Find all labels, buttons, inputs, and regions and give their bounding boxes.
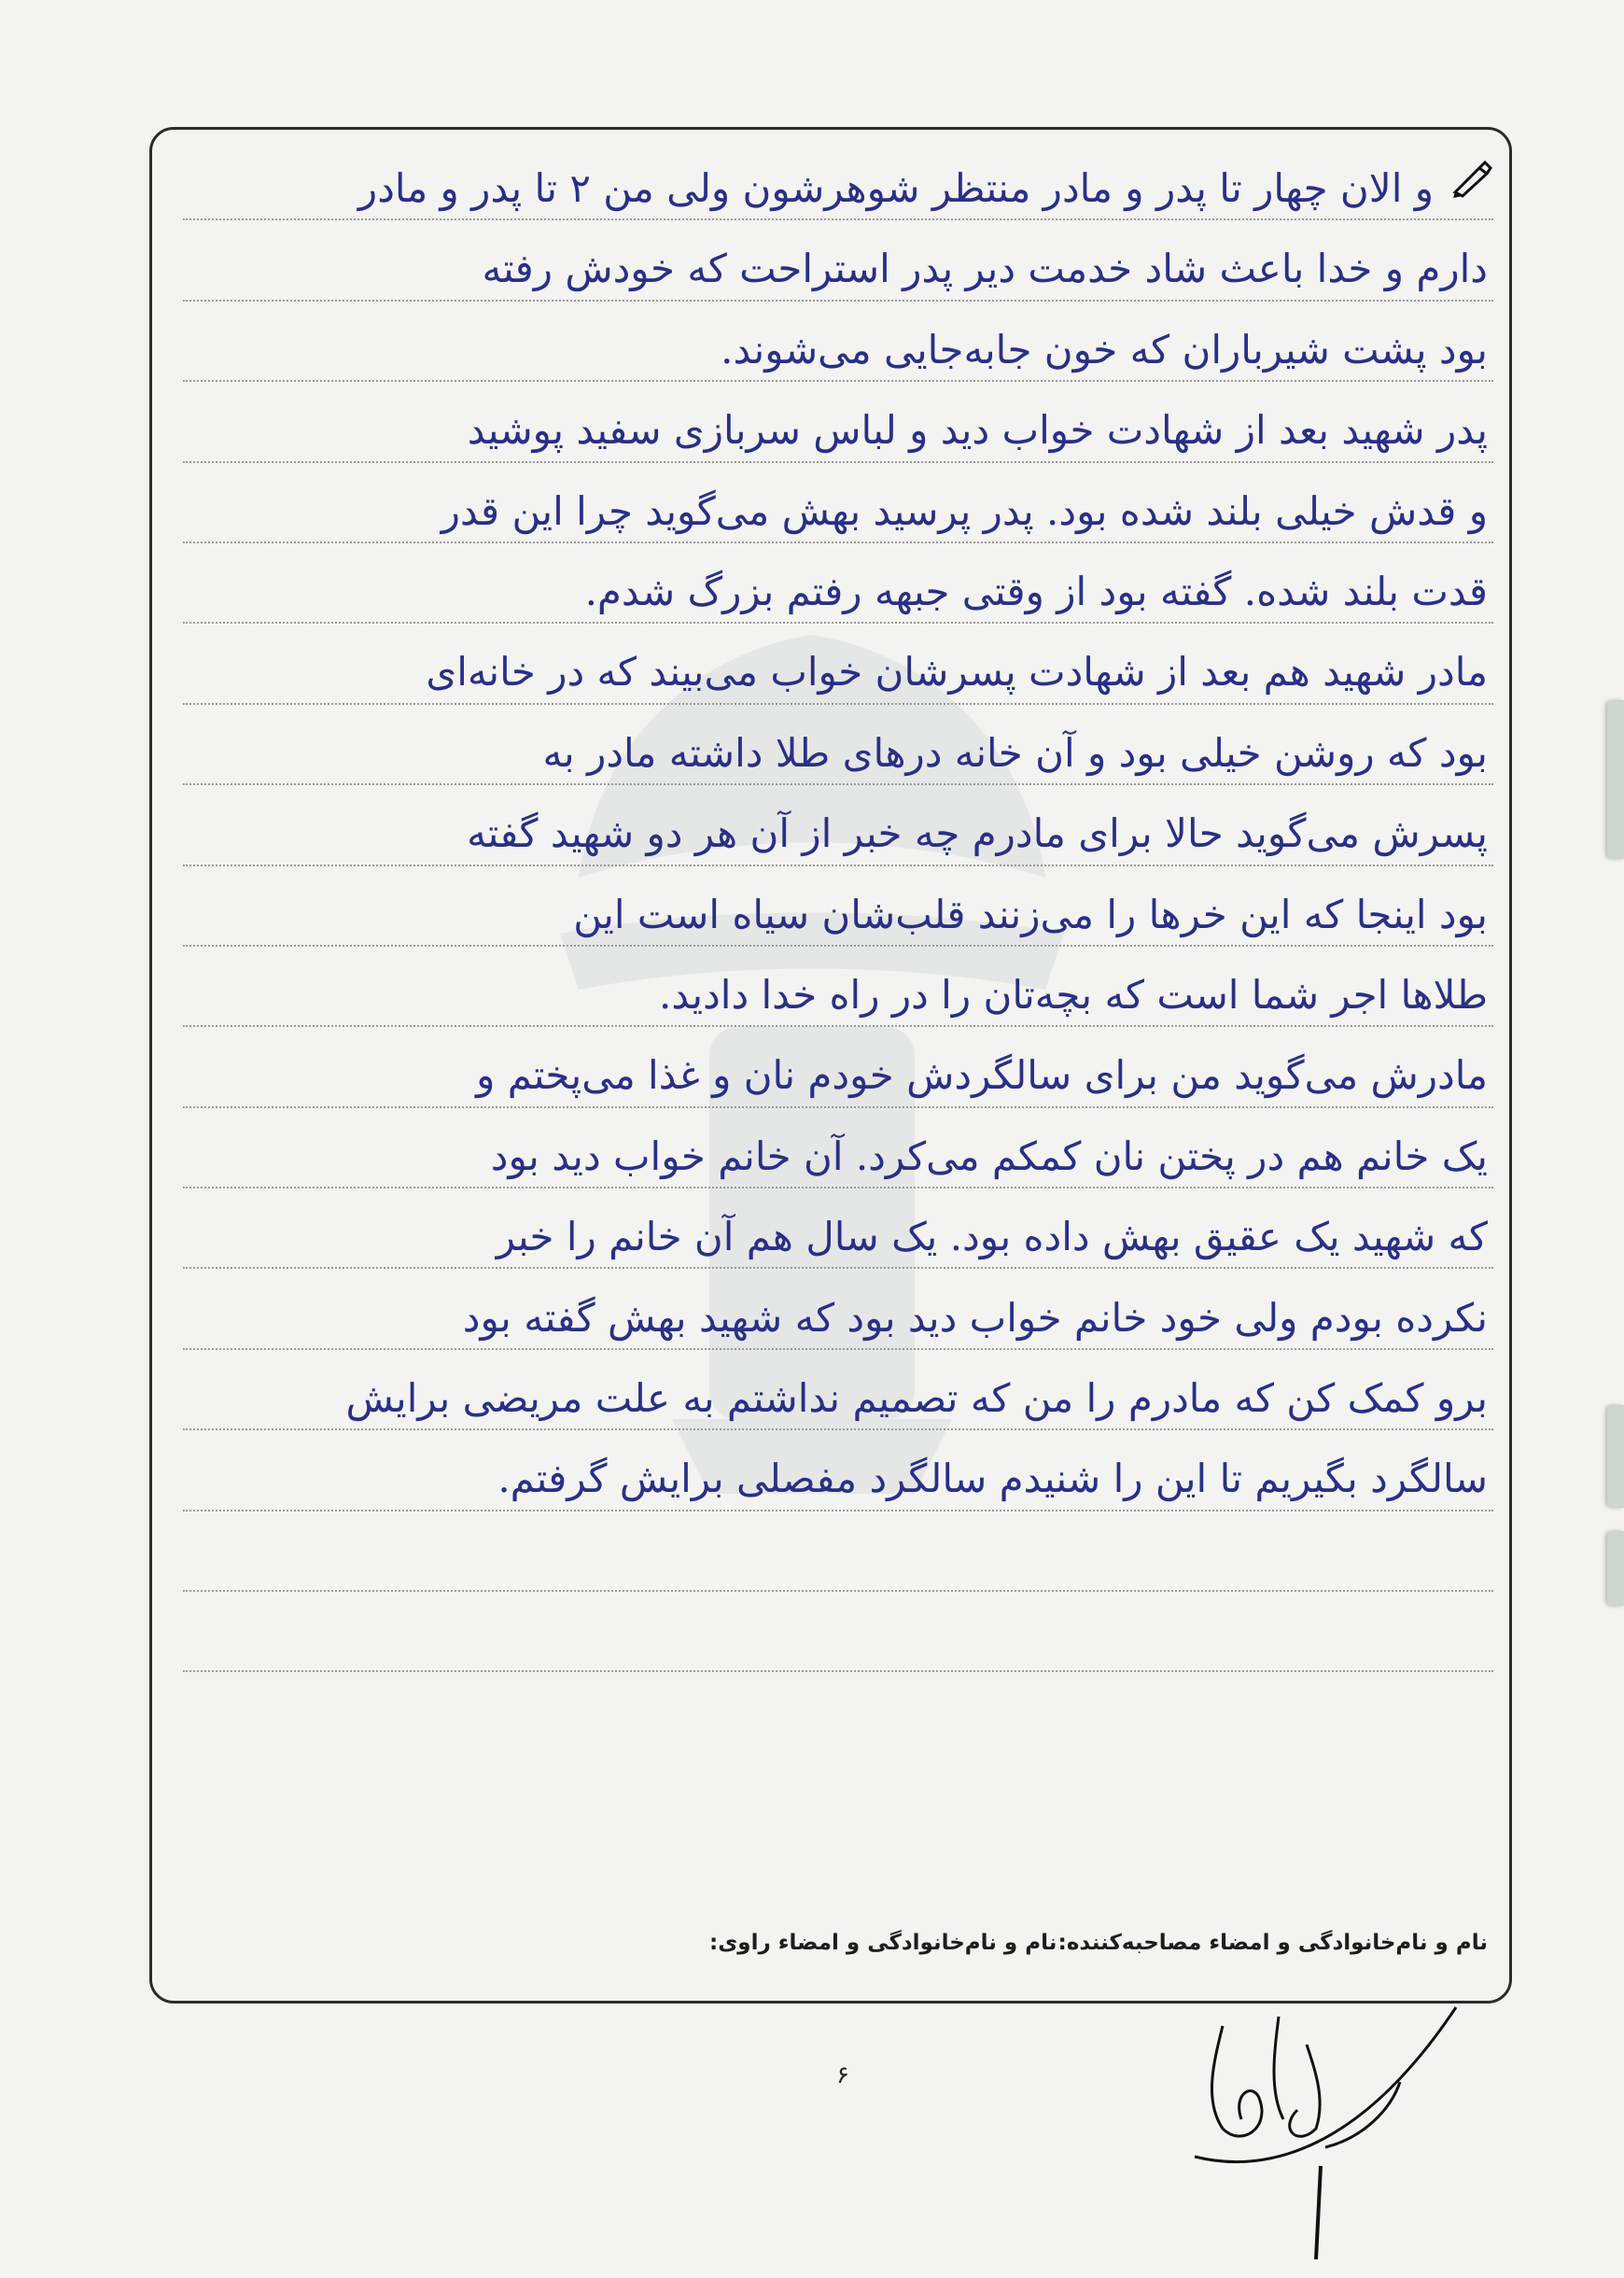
handwritten-line: قدت بلند شده. گفته بود از وقتی جبهه رفتم بزرگ شدم.: [183, 543, 1493, 624]
handwritten-line: پدر شهید بعد از شهادت خواب دید و لباس سربازی سفید پوشید: [183, 382, 1493, 462]
handwritten-line: بود که روشن خیلی بود و آن خانه درهای طلا داشته مادر به: [183, 705, 1493, 785]
handwritten-line: دارم و خدا باعث شاد خدمت دیر پدر استراحت که خودش رفته: [183, 220, 1493, 301]
handwritten-line: یک خانم هم در پختن نان کمکم می‌کرد. آن خانم خواب دید بود: [183, 1108, 1493, 1188]
handwritten-text-lines: [183, 140, 1493, 1672]
adjacent-page-edge: [1607, 700, 1624, 859]
adjacent-page-edge: [1607, 1405, 1624, 1508]
handwritten-line: مادرش می‌گوید من برای سالگردش خودم نان و غذا می‌پختم و: [183, 1027, 1493, 1107]
handwritten-line: و قدش خیلی بلند شده بود. پدر پرسید بهش می‌گوید چرا این قدر: [183, 463, 1493, 543]
blank-line: [183, 1592, 1493, 1672]
handwritten-line: مادر شهید هم بعد از شهادت پسرشان خواب می‌بیند که در خانه‌ای: [183, 624, 1493, 704]
signature-footer: [187, 1931, 1493, 1955]
handwritten-line: بود پشت شیرباران که خون جابه‌جایی می‌شوند.: [183, 302, 1493, 382]
handwritten-signature: [1083, 1989, 1475, 2269]
handwritten-line: نکرده بودم ولی خود خانم خواب دید بود که شهید بهش گفته بود: [183, 1269, 1493, 1349]
page-number: ۶: [836, 2061, 849, 2089]
handwritten-line: بود اینجا که این خرها را می‌زنند قلب‌شان سیاه است این: [183, 866, 1493, 947]
handwritten-line: پسرش می‌گوید حالا برای مادرم چه خبر از آن هر دو شهید گفته: [183, 785, 1493, 865]
adjacent-page-edge: [1607, 1531, 1624, 1606]
handwritten-line: سالگرد بگیریم تا این را شنیدم سالگرد مفصلی برایش گرفتم.: [183, 1430, 1493, 1511]
handwritten-line: برو کمک کن که مادرم را من که تصمیم نداشتم به علت مریضی برایش: [183, 1350, 1493, 1430]
blank-line: [183, 1512, 1493, 1592]
handwritten-line: طلاها اجر شما است که بچه‌تان را در راه خدا دادید.: [183, 947, 1493, 1027]
narrator-signature-label: نام و نام‌خانوادگی و امضاء راوی:: [709, 1931, 1057, 1955]
interviewer-signature-label: نام و نام‌خانوادگی و امضاء مصاحبه‌کننده:: [1057, 1931, 1488, 1955]
handwritten-line: و الان چهار تا پدر و مادر منتظر شوهرشون ولی من ۲ تا پدر و مادر: [183, 140, 1493, 220]
handwritten-line: که شهید یک عقیق بهش داده بود. یک سال هم آن خانم را خبر: [183, 1188, 1493, 1269]
